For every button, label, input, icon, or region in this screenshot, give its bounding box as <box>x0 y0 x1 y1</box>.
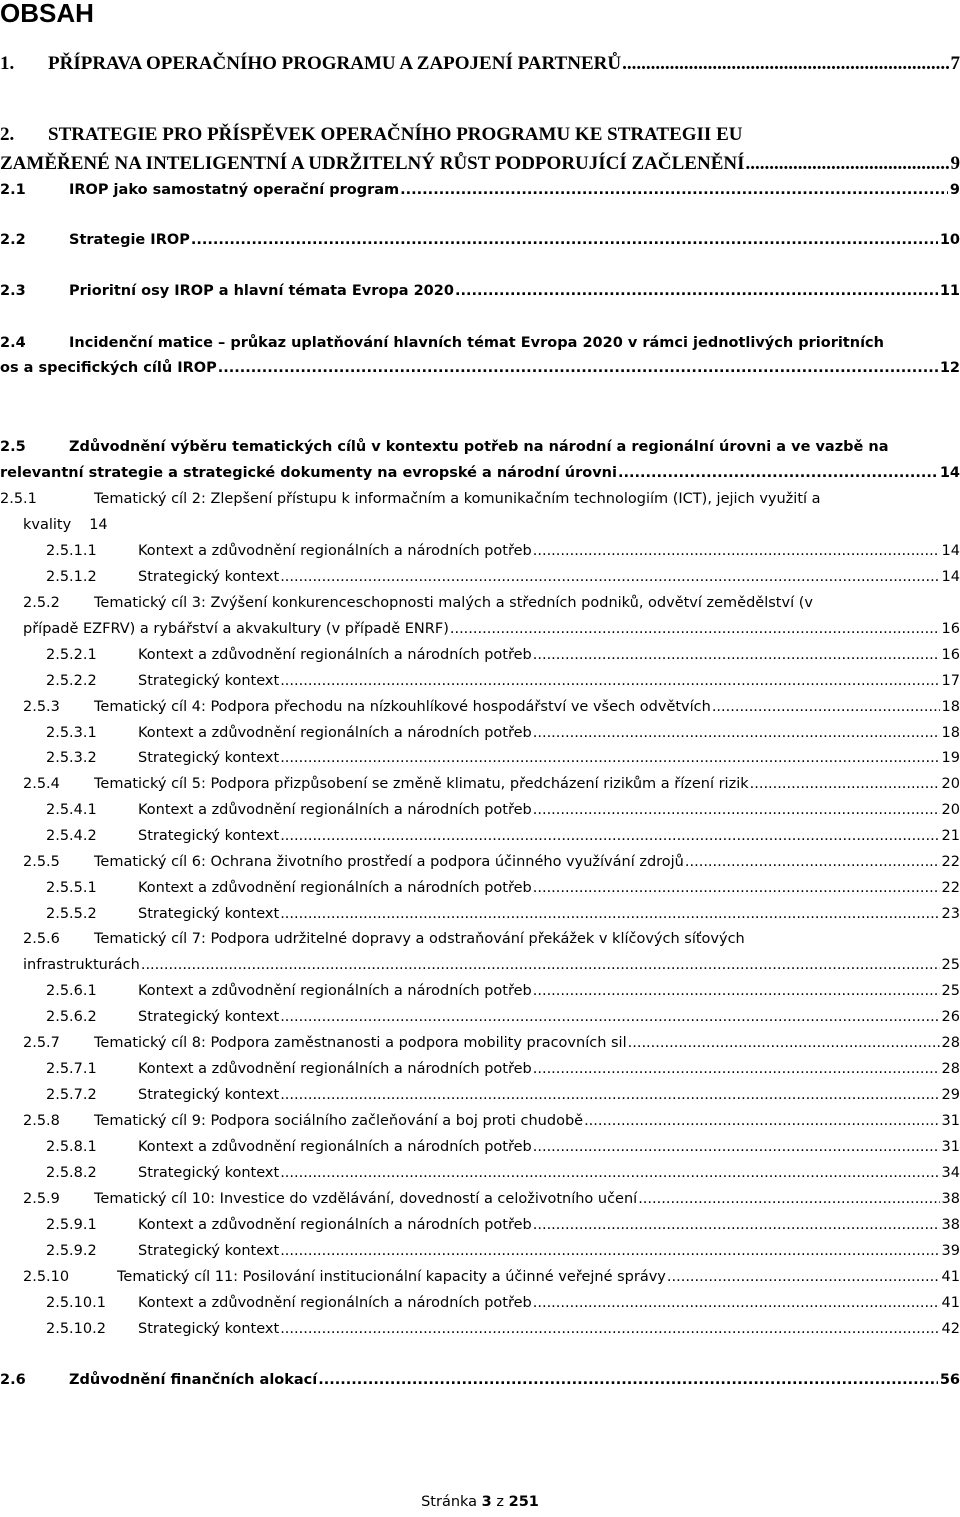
toc-entry[interactable] <box>46 642 960 666</box>
toc-dot-leader <box>280 566 939 588</box>
toc-entry-number: 2.5.10 <box>23 1269 70 1285</box>
toc-entry-title: Kontext a zdůvodnění regionálních a národních potřeb <box>138 880 532 896</box>
toc-entry-title-continued: případě EZFRV) a rybářství a akvakultury (v případě ENRF) <box>23 621 449 637</box>
toc-entry-number: 2.5.5.2 <box>46 906 97 922</box>
toc-entry-number: 2.5.9.2 <box>46 1243 97 1259</box>
toc-entry-number: 2.5.6.1 <box>46 983 97 999</box>
toc-entry-page: 7 <box>950 53 960 74</box>
page-footer <box>0 1492 960 1512</box>
toc-dot-leader <box>638 1188 939 1210</box>
toc-entry-title: Kontext a zdůvodnění regionálních a národních potřeb <box>138 725 532 741</box>
toc-entry-title: Strategický kontext <box>138 569 280 585</box>
toc-entry-continuation[interactable] <box>23 616 960 640</box>
toc-entry-number: 2.5.3.1 <box>46 725 97 741</box>
toc-entry-number: 2.5.1.1 <box>46 543 97 559</box>
toc-entry-title: Tematický cíl 2: Zlepšení přístupu k informačním a komunikačním technologiím (ICT), jejich využití a <box>94 491 821 507</box>
toc-entry[interactable] <box>0 486 960 510</box>
toc-entry-number: 2.5.6.2 <box>46 1009 97 1025</box>
toc-entry[interactable] <box>46 901 960 925</box>
toc-entry-page: 16 <box>941 621 960 637</box>
toc-entry-page: 10 <box>939 232 960 248</box>
toc-entry-page: 22 <box>941 854 960 870</box>
toc-entry-number: 2.5.1 <box>0 491 37 507</box>
toc-entry-title-continued: ZAMĚŘENÉ NA INTELIGENTNÍ A UDRŽITELNÝ RŮST PODPORUJÍCÍ ZAČLENĚNÍ <box>0 153 745 174</box>
toc-entry-title: Prioritní osy IROP a hlavní témata Evropa 2020 <box>69 283 454 299</box>
toc-entry-page: 17 <box>941 673 960 689</box>
toc-entry-title: PŘÍPRAVA OPERAČNÍHO PROGRAMU A ZAPOJENÍ PARTNERŮ <box>48 53 622 74</box>
toc-entry-page: 22 <box>941 880 960 896</box>
toc-entry-page: 25 <box>941 983 960 999</box>
toc-entry-title: Strategický kontext <box>138 673 280 689</box>
toc-dot-leader <box>746 152 949 176</box>
toc-entry[interactable] <box>0 330 960 354</box>
toc-entry-title: Kontext a zdůvodnění regionálních a národních potřeb <box>138 1139 532 1155</box>
toc-entry-number: 2.1 <box>0 182 26 198</box>
toc-entry[interactable] <box>46 1290 960 1314</box>
toc-entry-page: 14 <box>941 569 960 585</box>
toc-entry[interactable] <box>23 1030 960 1054</box>
toc-entry-page: 29 <box>941 1087 960 1103</box>
toc-entry-number: 2.6 <box>0 1372 26 1388</box>
toc-dot-leader <box>533 980 940 1002</box>
toc-entry-number: 2.5.7 <box>23 1035 60 1051</box>
toc-entry[interactable] <box>46 1056 960 1080</box>
toc-dot-leader <box>533 540 940 562</box>
toc-entry[interactable] <box>46 720 960 744</box>
toc-entry-number: 2.5.4.2 <box>46 828 97 844</box>
toc-dot-leader <box>280 825 939 847</box>
toc-entry-title: STRATEGIE PRO PŘÍSPĚVEK OPERAČNÍHO PROGRAMU KE STRATEGII EU <box>48 124 743 145</box>
toc-dot-leader <box>280 670 939 692</box>
toc-dot-leader <box>280 1084 939 1106</box>
toc-entry-title: Strategie IROP <box>69 232 190 248</box>
toc-entry-continuation[interactable] <box>0 355 960 379</box>
toc-entry-title: Tematický cíl 3: Zvýšení konkurenceschopnosti malých a středních podniků, odvětví zemědělství (v <box>94 595 813 611</box>
toc-entry-page: 21 <box>941 828 960 844</box>
toc-dot-leader <box>280 1162 939 1184</box>
toc-entry-page: 20 <box>941 802 960 818</box>
toc-entry-title: Kontext a zdůvodnění regionálních a národních potřeb <box>138 647 532 663</box>
toc-entry-number: 2.5.2.2 <box>46 673 97 689</box>
toc-entry-title: Tematický cíl 8: Podpora zaměstnanosti a podpora mobility pracovních sil <box>94 1035 627 1051</box>
toc-dot-leader <box>280 747 939 769</box>
toc-entry-page: 14 <box>941 543 960 559</box>
toc-entry-number: 2.3 <box>0 283 26 299</box>
toc-entry[interactable] <box>23 926 960 950</box>
toc-entry-title: Strategický kontext <box>138 1087 280 1103</box>
toc-entry[interactable] <box>46 1134 960 1158</box>
toc-entry-page: 41 <box>941 1295 960 1311</box>
toc-entry-page: 38 <box>941 1191 960 1207</box>
toc-entry[interactable] <box>46 745 960 769</box>
toc-entry-title: Tematický cíl 9: Podpora sociálního začleňování a boj proti chudobě <box>94 1113 584 1129</box>
toc-entry[interactable] <box>0 177 960 201</box>
toc-entry[interactable] <box>23 1264 960 1288</box>
toc-entry[interactable] <box>46 1004 960 1028</box>
toc-entry-title: Kontext a zdůvodnění regionálních a národních potřeb <box>138 543 532 559</box>
toc-dot-leader <box>533 1058 940 1080</box>
toc-entry-title: Strategický kontext <box>138 1009 280 1025</box>
toc-entry[interactable] <box>0 52 960 76</box>
toc-entry-title: Tematický cíl 5: Podpora přizpůsobení se změně klimatu, předcházení rizikům a řízení rizik <box>94 776 749 792</box>
toc-entry[interactable] <box>46 1082 960 1106</box>
toc-entry-page: 31 <box>941 1139 960 1155</box>
toc-dot-leader <box>533 722 940 744</box>
toc-entry-page: 34 <box>941 1165 960 1181</box>
toc-entry-page: 9 <box>950 153 960 174</box>
toc-dot-leader <box>533 799 940 821</box>
toc-dot-leader <box>533 1136 940 1158</box>
toc-entry[interactable] <box>46 1316 960 1340</box>
toc-entry-title: Strategický kontext <box>138 1165 280 1181</box>
toc-entry-title: Zdůvodnění výběru tematických cílů v kontextu potřeb na národní a regionální úrovni a ve vazbě na <box>69 439 889 455</box>
toc-entry[interactable] <box>23 849 960 873</box>
toc-entry-title: Kontext a zdůvodnění regionálních a národních potřeb <box>138 1217 532 1233</box>
toc-entry-number: 2.5 <box>0 439 26 455</box>
toc-entry-title: Kontext a zdůvodnění regionálních a národních potřeb <box>138 802 532 818</box>
toc-entry-title-continued: os a specifických cílů IROP <box>0 360 217 376</box>
toc-dot-leader <box>191 229 938 251</box>
toc-entry-title-continued: relevantní strategie a strategické dokumenty na evropské a národní úrovni <box>0 465 617 481</box>
toc-entry-page: 23 <box>941 906 960 922</box>
toc-dot-leader <box>685 851 940 873</box>
toc-entry-page: 56 <box>939 1372 960 1388</box>
toc-entry[interactable] <box>46 1238 960 1262</box>
toc-entry[interactable] <box>46 1212 960 1236</box>
toc-dot-leader <box>533 877 940 899</box>
toc-entry-page: 20 <box>941 776 960 792</box>
toc-entry-page: 18 <box>941 725 960 741</box>
toc-entry-number: 2.4 <box>0 335 26 351</box>
footer-separator: z <box>496 1494 504 1510</box>
toc-entry-number: 2.5.4.1 <box>46 802 97 818</box>
toc-entry-number: 2.5.9.1 <box>46 1217 97 1233</box>
toc-dot-leader <box>750 773 940 795</box>
toc-entry-title: Kontext a zdůvodnění regionálních a národních potřeb <box>138 1061 532 1077</box>
toc-entry[interactable] <box>46 564 960 588</box>
toc-entry-number: 2.5.1.2 <box>46 569 97 585</box>
toc-entry-number: 2.5.7.2 <box>46 1087 97 1103</box>
toc-entry-number: 2.5.4 <box>23 776 60 792</box>
toc-entry[interactable] <box>46 823 960 847</box>
toc-heading: OBSAH <box>0 0 94 28</box>
toc-entry-page: 9 <box>949 182 960 198</box>
toc-dot-leader <box>712 696 940 718</box>
toc-entry-title: Kontext a zdůvodnění regionálních a národních potřeb <box>138 983 532 999</box>
toc-entry-title-continued: infrastrukturách <box>23 957 140 973</box>
toc-entry[interactable] <box>0 123 960 147</box>
toc-entry-title: Strategický kontext <box>138 1321 280 1337</box>
toc-entry-title: Tematický cíl 4: Podpora přechodu na nízkouhlíkové hospodářství ve všech odvětvích <box>94 699 711 715</box>
toc-dot-leader <box>280 903 939 925</box>
footer-total-pages: 251 <box>508 1494 539 1510</box>
toc-entry-number: 2.5.3 <box>23 699 60 715</box>
toc-dot-leader <box>533 644 940 666</box>
toc-dot-leader <box>280 1006 939 1028</box>
toc-entry-page: 25 <box>941 957 960 973</box>
toc-dot-leader <box>141 954 940 976</box>
toc-dot-leader <box>667 1266 940 1288</box>
toc-entry-title: Strategický kontext <box>138 828 280 844</box>
toc-entry-continuation[interactable] <box>0 460 960 484</box>
toc-entry[interactable] <box>46 797 960 821</box>
toc-dot-leader <box>584 1110 939 1132</box>
toc-entry[interactable] <box>0 278 960 302</box>
toc-entry-title: Tematický cíl 6: Ochrana životního prostředí a podpora účinného využívání zdrojů <box>94 854 684 870</box>
toc-entry-title: Kontext a zdůvodnění regionálních a národních potřeb <box>138 1295 532 1311</box>
toc-entry-page: 18 <box>941 699 960 715</box>
toc-entry-page: 16 <box>941 647 960 663</box>
toc-entry-page: 14 <box>939 465 960 481</box>
toc-entry[interactable] <box>0 227 960 251</box>
toc-entry-page: 14 <box>89 517 108 533</box>
toc-entry-page: 38 <box>941 1217 960 1233</box>
toc-entry-title: Strategický kontext <box>138 1243 280 1259</box>
toc-dot-leader <box>450 618 940 640</box>
toc-dot-leader <box>533 1214 940 1236</box>
toc-dot-leader <box>622 52 948 76</box>
toc-entry[interactable] <box>0 434 960 458</box>
toc-entry-page: 26 <box>941 1009 960 1025</box>
toc-entry[interactable] <box>46 875 960 899</box>
toc-entry-page: 28 <box>941 1035 960 1051</box>
toc-entry-number: 2.5.8.1 <box>46 1139 97 1155</box>
toc-entry-number: 2.5.10.2 <box>46 1321 106 1337</box>
toc-entry[interactable] <box>46 978 960 1002</box>
toc-entry-page: 19 <box>941 750 960 766</box>
toc-entry-number: 2.5.8.2 <box>46 1165 97 1181</box>
toc-entry-number: 1. <box>0 53 15 74</box>
toc-entry[interactable] <box>46 1160 960 1184</box>
toc-entry[interactable] <box>46 538 960 562</box>
toc-dot-leader <box>618 462 938 484</box>
toc-dot-leader <box>218 357 938 379</box>
footer-current-page: 3 <box>481 1494 492 1510</box>
toc-entry-continuation[interactable] <box>0 152 960 176</box>
toc-entry[interactable] <box>23 590 960 614</box>
toc-dot-leader <box>628 1032 940 1054</box>
toc-entry-title: Tematický cíl 10: Investice do vzdělávání, dovedností a celoživotního učení <box>94 1191 638 1207</box>
toc-entry-title: Strategický kontext <box>138 906 280 922</box>
toc-entry-number: 2.2 <box>0 232 26 248</box>
toc-dot-leader <box>533 1292 940 1314</box>
toc-entry[interactable] <box>23 694 960 718</box>
toc-entry[interactable] <box>46 668 960 692</box>
toc-entry-title: IROP jako samostatný operační program <box>69 182 400 198</box>
toc-entry-title: Zdůvodnění finančních alokací <box>69 1372 318 1388</box>
toc-entry-title: Incidenční matice – průkaz uplatňování hlavních témat Evropa 2020 v rámci jednotlivých prioritních <box>69 335 884 351</box>
toc-entry[interactable] <box>23 771 960 795</box>
toc-entry-number: 2.5.7.1 <box>46 1061 97 1077</box>
toc-entry-page: 39 <box>941 1243 960 1259</box>
toc-dot-leader <box>455 280 938 302</box>
toc-entry-page: 42 <box>941 1321 960 1337</box>
toc-entry-number: 2.5.3.2 <box>46 750 97 766</box>
toc-entry-number: 2.5.5.1 <box>46 880 97 896</box>
toc-entry-continuation[interactable] <box>23 512 960 536</box>
toc-entry-title: Tematický cíl 11: Posilování institucionální kapacity a účinné veřejné správy <box>117 1269 666 1285</box>
toc-entry-number: 2. <box>0 124 15 145</box>
toc-entry-title-continued: kvality <box>23 517 72 533</box>
toc-entry[interactable] <box>23 1108 960 1132</box>
toc-entry-page: 41 <box>941 1269 960 1285</box>
toc-entry-page: 11 <box>939 283 960 299</box>
toc-entry-number: 2.5.6 <box>23 931 60 947</box>
toc-entry-number: 2.5.2.1 <box>46 647 97 663</box>
toc-entry-number: 2.5.10.1 <box>46 1295 106 1311</box>
footer-label: Stránka <box>421 1494 478 1510</box>
toc-entry-continuation[interactable] <box>23 952 960 976</box>
toc-entry-number: 2.5.8 <box>23 1113 60 1129</box>
toc-entry-page: 28 <box>941 1061 960 1077</box>
toc-entry-number: 2.5.5 <box>23 854 60 870</box>
toc-entry-number: 2.5.2 <box>23 595 60 611</box>
toc-entry[interactable] <box>23 1186 960 1210</box>
toc-entry-page: 12 <box>939 360 960 376</box>
toc-entry[interactable] <box>0 1367 960 1391</box>
toc-dot-leader <box>280 1318 939 1340</box>
toc-dot-leader <box>400 179 948 201</box>
toc-entry-title: Tematický cíl 7: Podpora udržitelné dopravy a odstraňování překážek v klíčových síťových <box>94 931 745 947</box>
toc-entry-title: Strategický kontext <box>138 750 280 766</box>
toc-dot-leader <box>318 1369 938 1391</box>
toc-entry-number: 2.5.9 <box>23 1191 60 1207</box>
toc-entry-page: 31 <box>941 1113 960 1129</box>
toc-dot-leader <box>280 1240 939 1262</box>
